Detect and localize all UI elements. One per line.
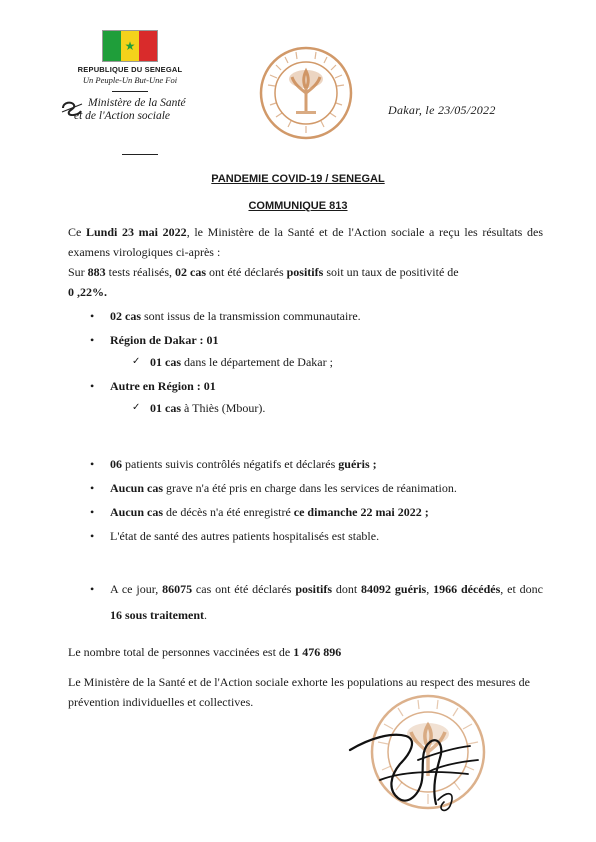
spacer xyxy=(68,662,543,672)
tests-positive-word: positifs xyxy=(286,265,324,279)
intro-text-2: , le Ministère de la Santé et de l'Action sociale a reçu les résultats des examens virologiques ci-après : xyxy=(68,225,543,259)
region-dakar-label: Région de Dakar : 01 xyxy=(110,333,219,347)
recovered-count: 06 xyxy=(110,457,122,471)
list-item xyxy=(110,398,543,418)
tests-text-1: Sur xyxy=(68,265,88,279)
republic-name: REPUBLIQUE DU SENEGAL xyxy=(77,65,183,74)
spacer xyxy=(68,632,543,642)
totals-text-4: , xyxy=(426,582,434,596)
positive-cases-count: 02 cas xyxy=(175,265,206,279)
tests-text-2: tests réalisés, xyxy=(105,265,175,279)
severe-text: grave n'a été pris en charge dans les services de réanimation. xyxy=(163,481,457,495)
recovered-word: guéris ; xyxy=(338,457,377,471)
intro-date: Lundi 23 mai 2022 xyxy=(86,225,187,239)
total-deaths: 1966 décédés xyxy=(433,582,501,596)
list-item xyxy=(68,306,543,326)
ministry-emblem-icon xyxy=(60,99,84,117)
under-treatment: 16 sous traitement xyxy=(110,608,204,622)
totals-list xyxy=(68,576,543,628)
ministry-divider xyxy=(122,154,158,155)
total-recovered: 84092 guéris xyxy=(361,582,427,596)
death-date: ce dimanche 22 mai 2022 ; xyxy=(293,505,429,519)
ministry-line-2: et de l'Action sociale xyxy=(74,110,171,122)
totals-text-6: . xyxy=(203,608,207,622)
ministry-header xyxy=(60,97,210,122)
tests-count: 883 xyxy=(87,265,106,279)
severe-none: Aucun cas xyxy=(110,481,164,495)
signature-icon xyxy=(340,720,490,820)
list-item xyxy=(68,526,543,546)
totals-text-1: A ce jour, xyxy=(110,582,163,596)
cases-community-text: sont issus de la transmission communautaire. xyxy=(141,309,361,323)
header-divider xyxy=(112,91,148,92)
status-list xyxy=(68,454,543,546)
cases-community-count: 02 cas xyxy=(110,309,141,323)
death-none: Aucun cas xyxy=(110,505,164,519)
ministry-stamp-icon xyxy=(258,45,354,141)
totals-positive-word: positifs xyxy=(295,582,332,596)
death-text: de décès n'a été enregistré xyxy=(163,505,294,519)
document-title: PANDEMIE COVID-19 / SENEGAL xyxy=(211,173,385,185)
list-item xyxy=(110,352,543,372)
communique-number: COMMUNIQUE 813 xyxy=(248,200,348,212)
thies-cases-count: 01 cas xyxy=(150,401,181,415)
list-item xyxy=(68,502,543,522)
spacer xyxy=(68,550,543,572)
totals-text-2: cas ont été déclarés xyxy=(192,582,296,596)
thies-cases-text: à Thiès (Mbour). xyxy=(181,401,266,415)
vaccination-text: Le nombre total de personnes vaccinées est de xyxy=(68,645,294,659)
senegal-flag-icon: ★ xyxy=(102,30,158,62)
dakar-cases-count: 01 cas xyxy=(150,355,181,369)
totals-text-3: dont xyxy=(332,582,362,596)
tests-text-4: soit un taux de positivité de xyxy=(323,265,459,279)
intro-paragraph xyxy=(68,222,543,262)
dakar-cases-text: dans le département de Dakar ; xyxy=(181,355,333,369)
national-motto: Un Peuple-Un But-Une Foi xyxy=(82,75,178,85)
tests-paragraph xyxy=(68,262,543,302)
list-item xyxy=(68,376,543,418)
intro-text-1: Ce xyxy=(68,225,86,239)
cases-list xyxy=(68,306,543,418)
list-item xyxy=(68,478,543,498)
stable-text: L'état de santé des autres patients hospitalisés est stable. xyxy=(110,529,380,543)
list-item xyxy=(68,576,543,628)
communique-body xyxy=(68,222,543,712)
totals-text-5: , et donc xyxy=(500,582,543,596)
positivity-rate: 0 ,22%. xyxy=(68,285,107,299)
vaccination-total: 1 476 896 xyxy=(293,645,342,659)
other-region-label: Autre en Région : 01 xyxy=(110,379,216,393)
other-region-sublist xyxy=(110,398,543,418)
list-item xyxy=(68,330,543,372)
total-cases: 86075 xyxy=(162,582,193,596)
dakar-sublist xyxy=(110,352,543,372)
vaccination-paragraph xyxy=(68,642,543,662)
list-item xyxy=(68,454,543,474)
tests-text-3: ont été déclarés xyxy=(206,265,287,279)
republic-header xyxy=(70,30,190,92)
ministry-line-1: Ministère de la Santé xyxy=(88,97,186,109)
spacer xyxy=(68,422,543,450)
closing-paragraph: Le Ministère de la Santé et de l'Action sociale exhorte les populations au respect des mesures de prévention individuelles et collectives. xyxy=(68,675,531,709)
document-date: Dakar, le 23/05/2022 xyxy=(388,103,496,117)
recovered-text: patients suivis contrôlés négatifs et déclarés xyxy=(122,457,339,471)
